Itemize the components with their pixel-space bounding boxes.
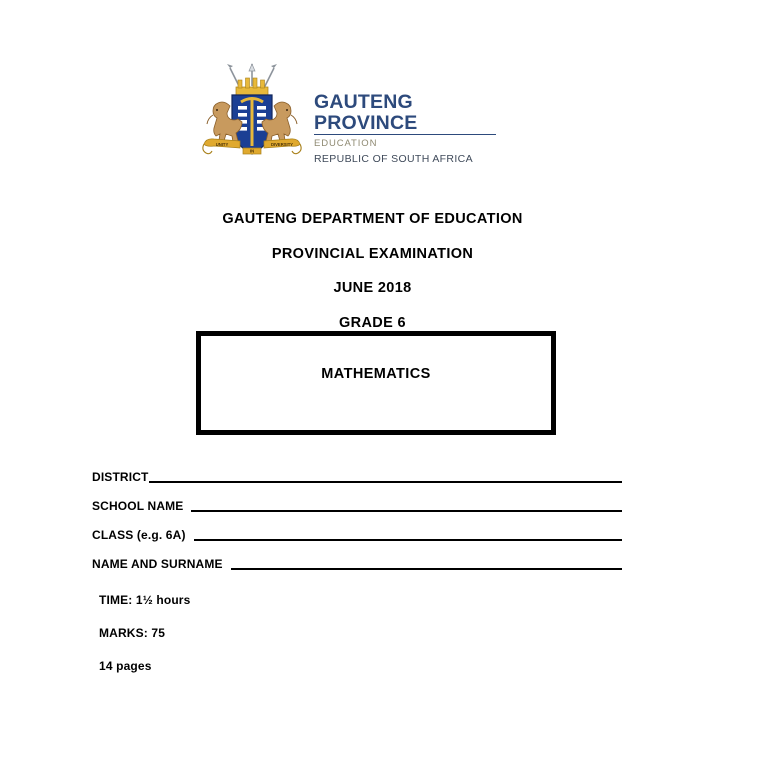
district-label: DISTRICT <box>92 469 149 484</box>
motto-unity: UNITY <box>215 142 229 147</box>
name-and-surname-label: NAME AND SURNAME <box>92 556 223 571</box>
class-label: CLASS (e.g. 6A) <box>92 527 186 542</box>
motto-diversity: DIVERSITY <box>270 142 294 147</box>
motto-in: IN <box>249 148 255 154</box>
heading-department: GAUTENG DEPARTMENT OF EDUCATION <box>222 211 523 227</box>
exam-marks: MARKS: 75 <box>99 626 166 640</box>
exam-headings <box>0 212 745 330</box>
exam-info-block <box>99 594 190 672</box>
field-row-district[interactable] <box>92 455 622 484</box>
exam-page-count: 14 pages <box>99 659 152 673</box>
logo-province-name: GAUTENG PROVINCE <box>314 92 496 135</box>
name-and-surname-input[interactable] <box>231 568 622 570</box>
exam-time: TIME: 1½ hours <box>99 593 191 607</box>
logo-education-label: EDUCATION <box>314 138 378 150</box>
heading-examination: PROVINCIAL EXAMINATION <box>271 245 474 262</box>
subject-name: MATHEMATICS <box>321 366 431 382</box>
class-input[interactable] <box>194 539 622 541</box>
subject-box <box>196 331 556 435</box>
candidate-details-fields <box>92 455 622 571</box>
logo-republic-label: REPUBLIC OF SOUTH AFRICA <box>314 152 473 165</box>
field-row-school-name[interactable] <box>92 484 622 513</box>
south-african-coat-of-arms-icon <box>196 62 308 162</box>
school-name-input[interactable] <box>191 510 622 512</box>
school-name-label: SCHOOL NAME <box>92 498 184 513</box>
logo-wordmark <box>314 58 496 165</box>
district-input[interactable] <box>149 481 622 483</box>
heading-session: JUNE 2018 <box>333 280 412 296</box>
field-row-name-and-surname[interactable] <box>92 542 622 571</box>
field-row-class[interactable] <box>92 513 622 542</box>
provincial-logo <box>196 62 496 165</box>
heading-grade: GRADE 6 <box>339 314 406 331</box>
